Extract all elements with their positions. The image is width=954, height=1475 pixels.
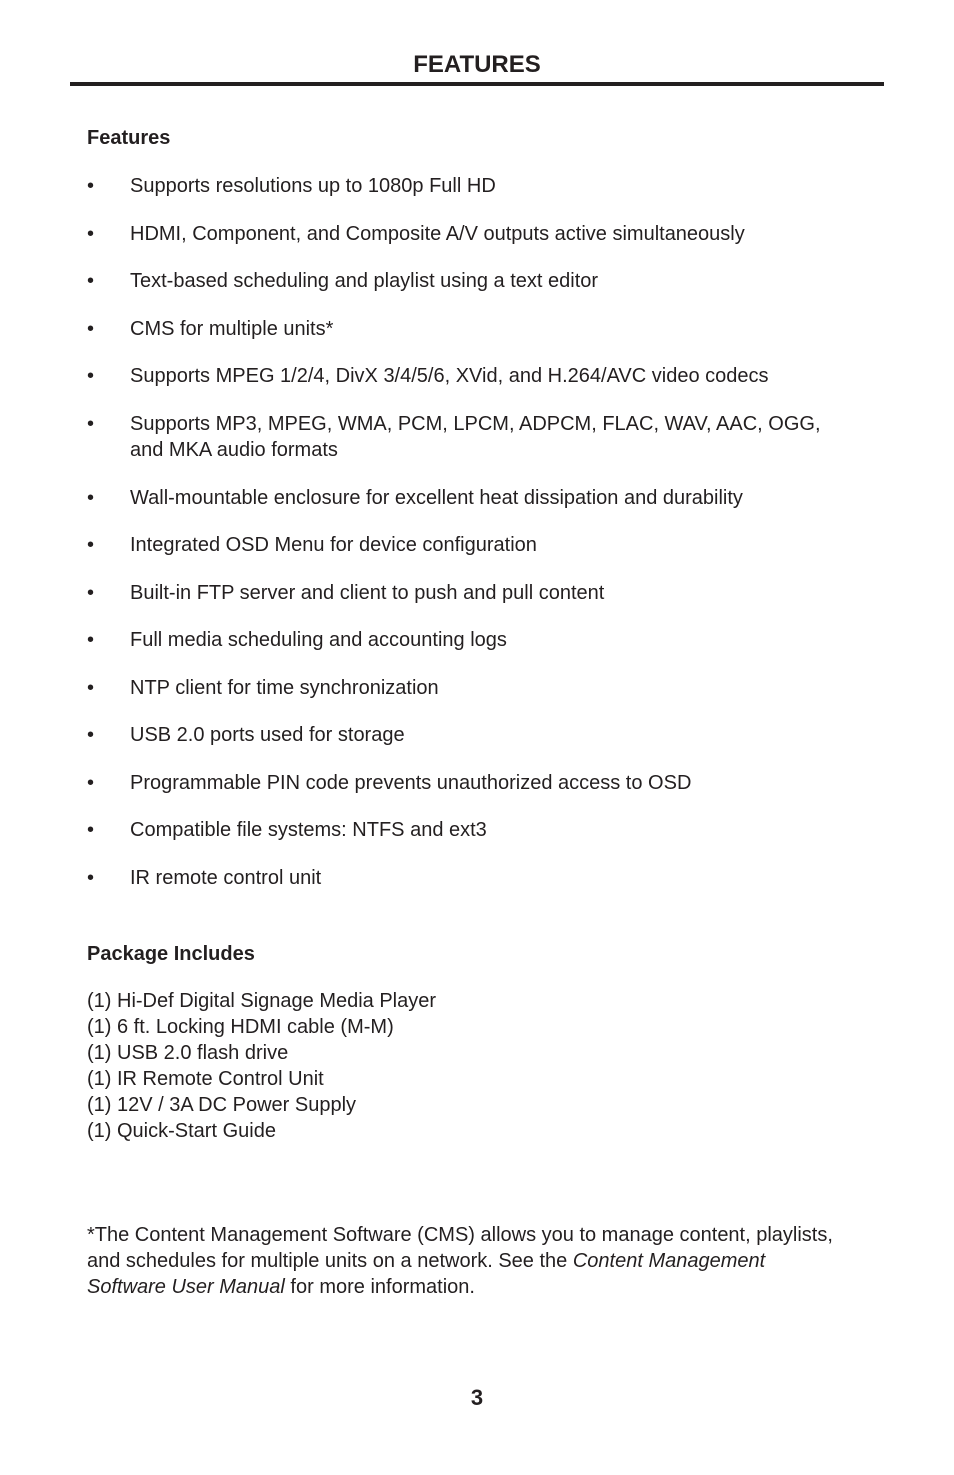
package-item: (1) Quick-Start Guide bbox=[87, 1120, 276, 1142]
header-rule bbox=[70, 82, 884, 86]
bullet: • bbox=[87, 771, 95, 794]
feature-text: Text-based scheduling and playlist using a text editor bbox=[130, 270, 599, 292]
feature-item bbox=[87, 865, 847, 892]
feature-text: IR remote control unit bbox=[130, 866, 322, 889]
feature-text: USB 2.0 ports used for storage bbox=[130, 724, 405, 746]
feature-text: CMS for multiple units* bbox=[130, 317, 334, 340]
features-list bbox=[87, 173, 847, 912]
bullet: • bbox=[87, 175, 95, 197]
page-number: 3 bbox=[470, 1385, 484, 1410]
package-item: (1) IR Remote Control Unit bbox=[87, 1068, 324, 1090]
bullet: • bbox=[87, 724, 95, 746]
package-list bbox=[87, 988, 436, 1144]
bullet: • bbox=[87, 676, 95, 699]
manual-title: Content Management Software User Manual bbox=[87, 1250, 766, 1298]
package-heading: Package Includes bbox=[87, 943, 255, 965]
bullet: • bbox=[87, 222, 95, 245]
feature-text: Supports MPEG 1/2/4, DivX 3/4/5/6, XVid, and H.264/AVC video codecs bbox=[130, 365, 769, 387]
feature-item bbox=[87, 363, 847, 390]
bullet: • bbox=[87, 534, 95, 556]
feature-item bbox=[87, 316, 847, 343]
package-item: (1) Hi-Def Digital Signage Media Player bbox=[87, 990, 437, 1012]
feature-text: Integrated OSD Menu for device configuration bbox=[130, 534, 537, 556]
footnote-text-end: for more information. bbox=[284, 1276, 475, 1298]
feature-item bbox=[87, 817, 847, 844]
feature-item bbox=[87, 722, 847, 749]
bullet: • bbox=[87, 486, 95, 509]
footnote-text: *The Content Management Software (CMS) allows you to manage content, playlists, and schedules for multiple units on a network. See the bbox=[87, 1224, 833, 1272]
package-item: (1) USB 2.0 flash drive bbox=[87, 1042, 289, 1064]
bullet: • bbox=[87, 866, 95, 889]
feature-item bbox=[87, 770, 847, 797]
feature-item bbox=[87, 580, 847, 607]
package-item: (1) 6 ft. Locking HDMI cable (M-M) bbox=[87, 1016, 394, 1038]
feature-item bbox=[87, 221, 847, 248]
feature-text: HDMI, Component, and Composite A/V outputs active simultaneously bbox=[130, 222, 745, 245]
feature-item bbox=[87, 485, 847, 512]
feature-text: Supports MP3, MPEG, WMA, PCM, LPCM, ADPCM, FLAC, WAV, AAC, OGG, and MKA audio formats bbox=[130, 412, 821, 461]
feature-item bbox=[87, 411, 847, 464]
bullet: • bbox=[87, 819, 95, 841]
feature-text: Wall-mountable enclosure for excellent heat dissipation and durability bbox=[130, 486, 743, 509]
feature-item bbox=[87, 675, 847, 702]
feature-text: Built-in FTP server and client to push and pull content bbox=[130, 581, 605, 604]
bullet: • bbox=[87, 365, 95, 387]
feature-item bbox=[87, 532, 847, 559]
bullet: • bbox=[87, 270, 95, 292]
bullet: • bbox=[87, 412, 95, 435]
feature-item bbox=[87, 627, 847, 654]
feature-text: Full media scheduling and accounting logs bbox=[130, 629, 507, 651]
feature-text: Supports resolutions up to 1080p Full HD bbox=[130, 175, 496, 197]
bullet: • bbox=[87, 317, 95, 340]
page-title: FEATURES bbox=[413, 51, 541, 78]
package-item: (1) 12V / 3A DC Power Supply bbox=[87, 1094, 357, 1116]
bullet: • bbox=[87, 581, 95, 604]
bullet: • bbox=[87, 629, 95, 651]
features-heading: Features bbox=[87, 127, 171, 149]
feature-item bbox=[87, 268, 847, 295]
feature-text: NTP client for time synchronization bbox=[130, 676, 439, 699]
feature-item bbox=[87, 173, 847, 200]
feature-text: Compatible file systems: NTFS and ext3 bbox=[130, 819, 487, 841]
footnote bbox=[87, 1222, 847, 1300]
feature-text: Programmable PIN code prevents unauthorized access to OSD bbox=[130, 771, 692, 794]
